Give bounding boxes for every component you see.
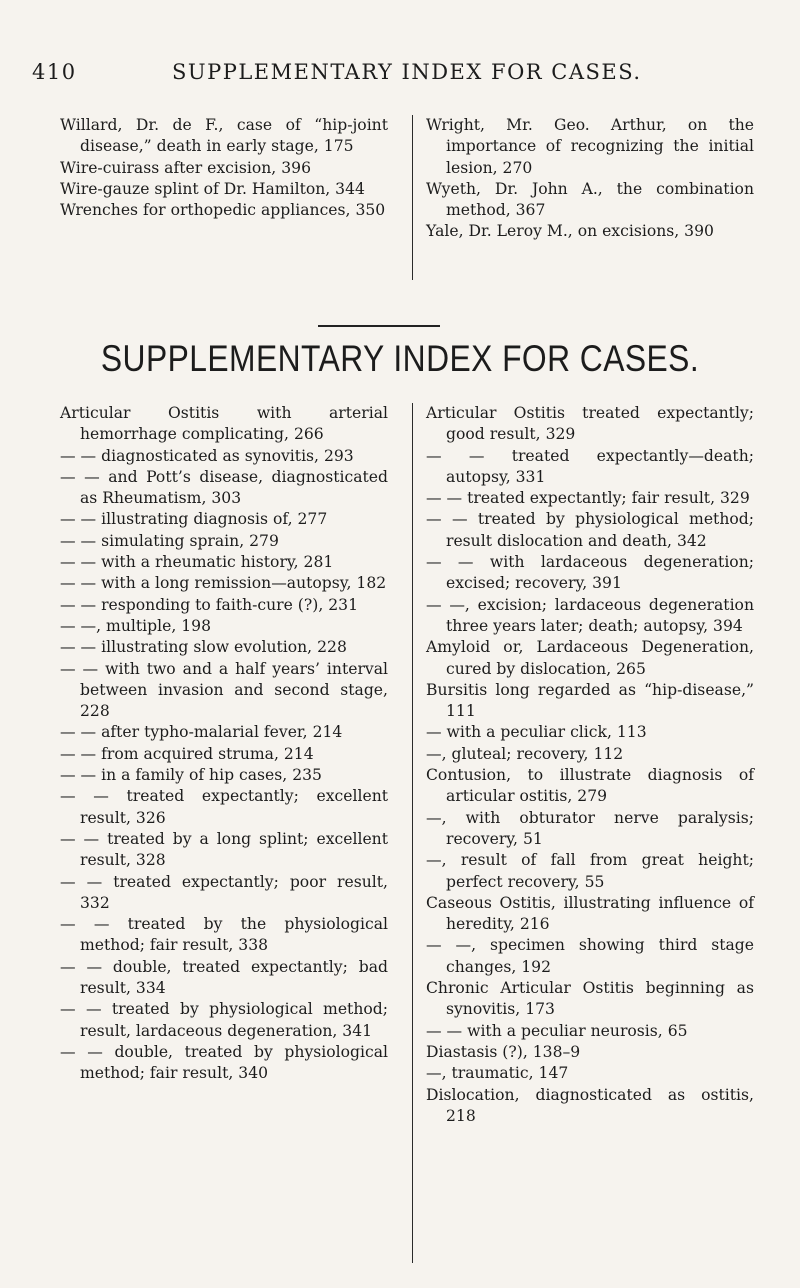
index-entry: —, traumatic, 147 <box>426 1064 569 1083</box>
index-entry: — — responding to faith-cure (?), 231 <box>60 595 359 614</box>
continued-index <box>60 115 760 280</box>
index-entry: — —, multiple, 198 <box>60 616 212 635</box>
index-entry: — — with a long remission—autopsy, 182 <box>60 574 387 593</box>
index-entry: — — diagnosticated as synovitis, 293 <box>60 446 354 465</box>
index-entry: Chronic Articular Ostitis beginning as synovitis, 173 <box>426 979 754 1019</box>
index-entry: — — illustrating diagnosis of, 277 <box>60 510 328 529</box>
section-title: SUPPLEMENTARY INDEX FOR CASES. <box>100 338 700 379</box>
index-entry: — — treated by physiological method; result dislocation and death, 342 <box>426 510 754 550</box>
page-number: 410 <box>32 60 77 84</box>
index-entry: — — and Pott’s disease, diagnosticated as Rheumatism, 303 <box>60 467 388 508</box>
index-entry: Wyeth, Dr. John A., the combination method, 367 <box>426 179 754 220</box>
index-entry: — — illustrating slow evolution, 228 <box>60 638 347 657</box>
index-entry: — — from acquired struma, 214 <box>60 744 314 763</box>
index-entry: — — with two and a half years’ interval between invasion and second stage, 228 <box>60 659 388 721</box>
index-entry: — — after typho-malarial fever, 214 <box>60 723 343 742</box>
index-entry: Wright, Mr. Geo. Arthur, on the importance of recognizing the initial lesion, 270 <box>426 116 754 177</box>
index-entry: —, result of fall from great height; perfect recovery, 55 <box>426 851 754 891</box>
supplementary-index-left-column <box>60 403 388 1085</box>
continued-index-left-column <box>60 115 388 221</box>
index-entry: — — double, treated expectantly; bad result, 334 <box>60 957 388 998</box>
index-entry: Articular Ostitis treated expectantly; good result, 329 <box>426 404 754 444</box>
index-entry: — — treated by physiological method; result, lardaceous degeneration, 341 <box>60 1000 388 1040</box>
index-entry: Yale, Dr. Leroy M., on excisions, 390 <box>426 222 714 241</box>
index-entry: Wrenches for orthopedic appliances, 350 <box>60 201 386 220</box>
index-entry: Dislocation, diagnosticated as ostitis, 218 <box>426 1085 754 1125</box>
index-entry: Caseous Ostitis, illustrating influence of heredity, 216 <box>426 893 754 934</box>
index-entry: — — treated by the physiological method; fair result, 338 <box>60 915 388 955</box>
index-entry: Contusion, to illustrate diagnosis of articular ostitis, 279 <box>426 766 754 806</box>
index-entry: — — treated expectantly; excellent result, 326 <box>60 787 388 827</box>
continued-index-right-column <box>426 115 754 243</box>
index-entry: — — in a family of hip cases, 235 <box>60 766 322 785</box>
index-entry: — —, specimen showing third stage changes, 192 <box>426 936 754 976</box>
index-entry: — —, excision; lardaceous degeneration three years later; death; autopsy, 394 <box>426 595 754 635</box>
index-entry: Amyloid or, Lardaceous Degeneration, cured by dislocation, 265 <box>426 638 754 678</box>
index-entry: —, with obturator nerve paralysis; recovery, 51 <box>426 808 754 848</box>
supplementary-index <box>60 403 760 1263</box>
index-entry: Bursitis long regarded as “hip-disease,” 111 <box>426 680 754 721</box>
running-head-title: SUPPLEMENTARY INDEX FOR CASES. <box>172 60 642 84</box>
index-entry: Wire-cuirass after excision, 396 <box>60 158 311 177</box>
index-entry: — — treated expectantly; fair result, 329 <box>426 489 750 508</box>
index-entry: — — simulating sprain, 279 <box>60 531 279 550</box>
supplementary-index-right-column <box>426 403 754 1127</box>
index-entry: — — treated expectantly; poor result, 332 <box>60 872 388 912</box>
index-entry: — — with lardaceous degeneration; excised; recovery, 391 <box>426 553 754 593</box>
index-entry: Articular Ostitis with arterial hemorrhage complicating, 266 <box>60 404 388 444</box>
column-rule <box>412 115 413 280</box>
index-entry: Wire-gauze splint of Dr. Hamilton, 344 <box>60 179 365 198</box>
column-rule <box>412 403 413 1263</box>
index-entry: Diastasis (?), 138–9 <box>426 1042 581 1061</box>
section-divider <box>318 325 440 327</box>
index-entry: — — treated by a long splint; excellent result, 328 <box>60 829 388 870</box>
index-entry: — — with a peculiar neurosis, 65 <box>426 1021 688 1040</box>
index-entry: — with a peculiar click, 113 <box>426 723 647 742</box>
index-entry: — — with a rheumatic history, 281 <box>60 553 334 572</box>
index-entry: Willard, Dr. de F., case of “hip-joint disease,” death in early stage, 175 <box>60 116 388 156</box>
index-entry: — — double, treated by physiological method; fair result, 340 <box>60 1042 388 1083</box>
index-entry: —, gluteal; recovery, 112 <box>426 744 624 763</box>
index-entry: — — treated expectantly—death; autopsy, 331 <box>426 446 754 486</box>
